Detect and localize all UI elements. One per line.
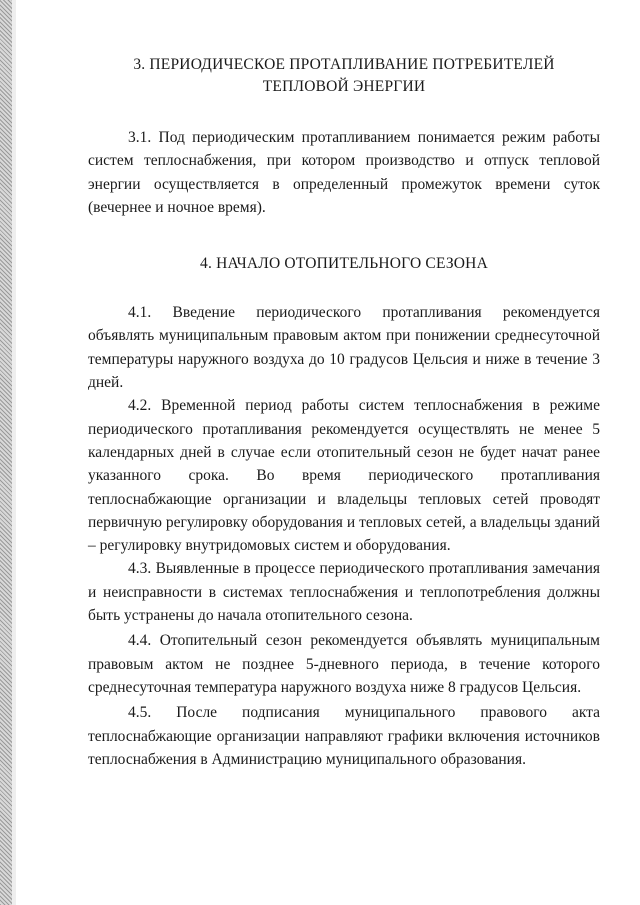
paragraph-4-1: 4.1. Введение периодического протапливания рекомендуется объявлять муниципальным правовым актом при понижении среднесуточной температуры наружного воздуха до 10 градусов Цельсия и ниже в течение 3 дней. [88,304,600,392]
section-3-body [88,126,600,219]
paragraph-4-4: 4.4. Отопительный сезон рекомендуется объявлять муниципальным правовым актом не позднее 5-дневного периода, в течение которого среднесуточная температура наружного воздуха ниже 8 градусов Цельсия. [88,632,600,696]
paragraph-3-1: 3.1. Под периодическим протапливанием понимается режим работы систем теплоснабжения, при котором производство и отпуск тепловой энергии осуществляется в определенный промежуток времени суток (вечернее и ночное время). [88,129,600,216]
section-4-body [88,301,600,771]
paragraph-4-3: 4.3. Выявленные в процессе периодического протапливания замечания и неисправности в системах теплоснабжения и теплопотребления должны быть устранены до начала отопительного сезона. [88,560,600,625]
scan-edge-margin [12,0,16,905]
scan-edge-shading [0,0,12,905]
document-page [88,54,600,771]
section-4-heading: 4. НАЧАЛО ОТОПИТЕЛЬНОГО СЕЗОНА [200,255,488,273]
section-3-heading-line-2: ТЕПЛОВОЙ ЭНЕРГИИ [262,78,426,95]
paragraph-4-5: 4.5. После подписания муниципального правового акта теплоснабжающие организации направляют графики включения источников теплоснабжения в Администрацию муниципального образования. [88,704,600,768]
paragraph-4-2: 4.2. Временной период работы систем теплоснабжения в режиме периодического протапливания рекомендуется осуществлять не менее 5 календарных дней в случае если отопительный сезон не будет начат ранее указанного срока. Во время периодического протапливания теплоснабжающие организации и владельцы тепловых сетей проводят первичную регулировку оборудования и тепловых сетей, а владельцы зданий – регулировку внутридомовых систем и оборудования. [88,397,600,555]
section-3-heading-line-1: 3. ПЕРИОДИЧЕСКОЕ ПРОТАПЛИВАНИЕ ПОТРЕБИТЕЛЕЙ [133,56,555,73]
